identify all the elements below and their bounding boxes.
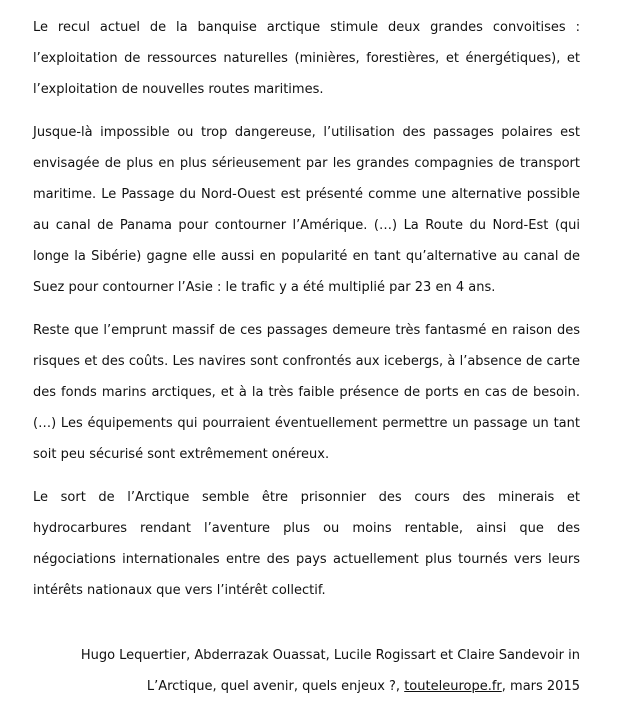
source-attribution: [33, 640, 580, 702]
source-line: [33, 671, 580, 702]
source-date: , mars 2015: [501, 679, 580, 694]
article-body: [33, 12, 580, 618]
source-link[interactable]: touteleurope.fr: [404, 679, 502, 694]
paragraph-3: Reste que l’emprunt massif de ces passages demeure très fantasmé en raison des risques et des coûts. Les navires sont confrontés aux icebergs, à l’absence de carte des fonds marins arctiques, et à la très faible présence de ports en cas de besoin. (…) Les équipements qui pourraient éventuellement permettre un passage un tant soit peu sécurisé sont extrêmement onéreux.: [33, 323, 580, 462]
paragraph-1: Le recul actuel de la banquise arctique stimule deux grandes convoitises : l’exploitation de ressources naturelles (minières, forestières, et énergétiques), et l’exploitation de nouvelles routes maritimes.: [33, 20, 580, 97]
paragraph-4: Le sort de l’Arctique semble être prisonnier des cours des minerais et hydrocarbures rendant l’aventure plus ou moins rentable, ainsi que des négociations internationales entre des pays actuellement plus tournés vers leurs intérêts nationaux que vers l’intérêt collectif.: [33, 490, 580, 598]
authors-line: Hugo Lequertier, Abderrazak Ouassat, Lucile Rogissart et Claire Sandevoir in: [80, 648, 580, 663]
source-title: L’Arctique, quel avenir, quels enjeux ?,: [146, 679, 405, 694]
paragraph-2: Jusque-là impossible ou trop dangereuse, l’utilisation des passages polaires est envisagée de plus en plus sérieusement par les grandes compagnies de transport maritime. Le Passage du Nord-Ouest est présenté comme une alternative possible au canal de Panama pour contourner l’Amérique. (…) La Route du Nord-Est (qui longe la Sibérie) gagne elle aussi en popularité en tant qu’alternative au canal de Suez pour contourner l’Asie : le trafic y a été multiplié par 23 en 4 ans.: [33, 125, 580, 295]
